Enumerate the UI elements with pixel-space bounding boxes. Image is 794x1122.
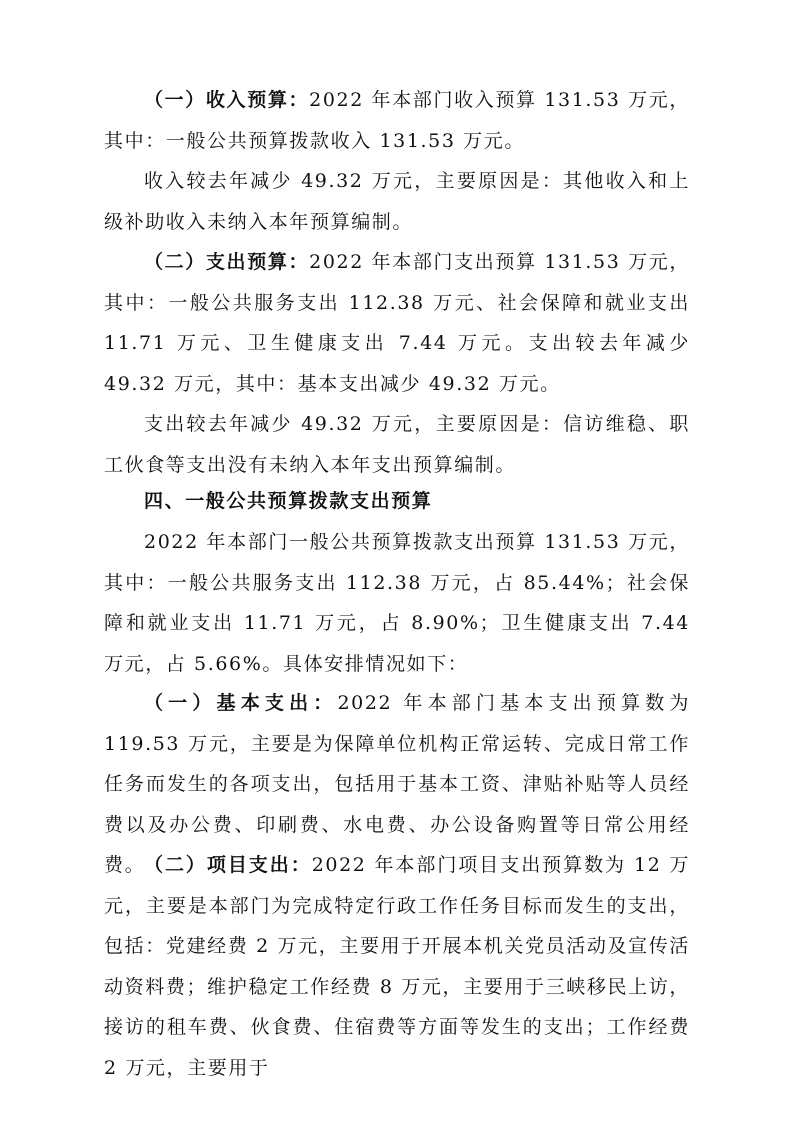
project-expense-text: 2022 年本部门项目支出预算数为 12 万元，主要是本部门为完成特定行政工作任务目标而发生的支出，包括：党建经费 2 万元，主要用于开展本机关党员活动及宣传活动资料费；维护稳定工作经费 8 万元，主要用于三峡移民上访，接访的租车费、伙食费、住宿费等方面等发生的支出；工作经费 2 万元，主要用于 [104, 854, 690, 1079]
expense-budget-lead: （二）支出预算： [144, 251, 310, 273]
expense-change-paragraph [104, 404, 690, 485]
basic-expense-lead: （一）基本支出： [144, 692, 338, 714]
income-change-paragraph [104, 161, 690, 242]
section-four-heading: 四、一般公共预算拨款支出预算 [144, 490, 433, 512]
income-budget-paragraph [104, 80, 690, 161]
income-budget-lead: （一）收入预算： [144, 89, 310, 111]
project-expense-lead: （二）项目支出： [144, 854, 312, 876]
basic-expense-text: 2022 年本部门基本支出预算数为 119.53 万元，主要是为保障单位机构正常运转、完成日常工作任务而发生的各项支出，包括用于基本工资、津贴补贴等人员经费以及办公费、印刷费、水电费、办公设备购置等日常公用经费。 [104, 692, 691, 876]
general-budget-paragraph [104, 522, 690, 684]
income-budget-text: 2022 年本部门收入预算 131.53 万元，其中：一般公共预算拨款收入 131.53 万元。 [104, 89, 690, 152]
expense-change-text: 支出较去年减少 49.32 万元，主要原因是：信访维稳、职工伙食等支出没有未纳入本年支出预算编制。 [104, 413, 690, 476]
income-change-text: 收入较去年减少 49.32 万元，主要原因是：其他收入和上级补助收入未纳入本年预算编制。 [104, 170, 690, 233]
expense-budget-paragraph [104, 242, 690, 404]
project-expense-paragraph [104, 845, 690, 1088]
expense-budget-text: 2022 年本部门支出预算 131.53 万元，其中：一般公共服务支出 112.38 万元、社会保障和就业支出 11.71 万元、卫生健康支出 7.44 万元。支出较去年减少 49.32 万元，其中：基本支出减少 49.32 万元。 [104, 251, 690, 395]
general-budget-text: 2022 年本部门一般公共预算拨款支出预算 131.53 万元，其中：一般公共服务支出 112.38 万元，占 85.44%；社会保障和就业支出 11.71 万元，占 8.90%；卫生健康支出 7.44 万元，占 5.66%。具体安排情况如下： [104, 531, 690, 675]
